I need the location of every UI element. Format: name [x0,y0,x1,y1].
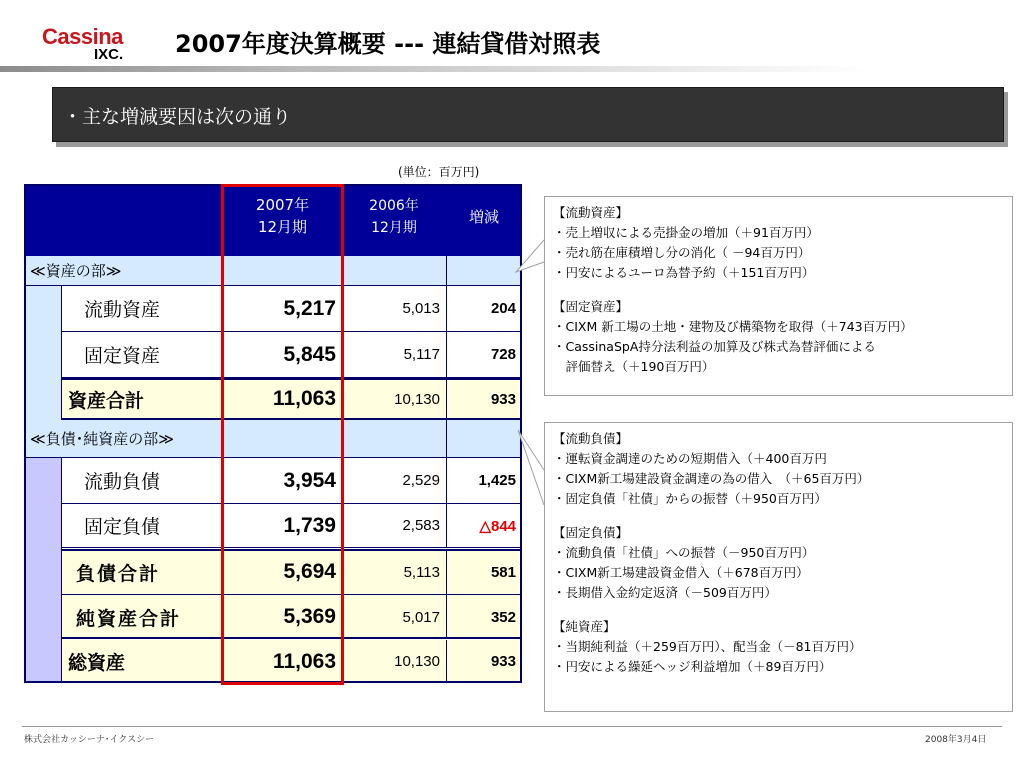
unit-note: (単位：百万円) [398,165,480,179]
note-line: ・円安によるユーロ為替予約（＋151百万円） [553,265,815,280]
row-label-total-assets: 資産合計 [68,389,145,412]
page-title: 2007年度決算概要 --- 連結貸借対照表 [175,30,601,58]
header-2006-period: 12月期 [371,220,417,236]
note-line: 【純資産】 [553,619,616,634]
note-line: ・運転資金調達のための短期借入（＋400百万円 [553,451,827,466]
note-line: ・長期借入金約定返済（－509百万円） [553,585,777,600]
value-2006: 10,130 [342,378,446,420]
note-line: 【固定資産】 [553,299,629,314]
value-2006: 10,130 [342,640,446,683]
row-label-grand-total: 総資産 [68,652,126,674]
divider [446,256,447,286]
company-logo [42,24,138,64]
assets-section-fill [223,256,522,286]
value-2006: 5,117 [342,332,446,378]
note-line: ・CIXM新工場建設資金調達の為の借入 （＋65百万円） [553,471,870,486]
value-2006: 2,529 [342,458,446,504]
value-diff: 352 [446,595,522,639]
value-diff: 1,425 [446,458,522,504]
note-line: ・当期純利益（＋259百万円）、配当金（－81百万円） [553,639,862,654]
note-line: 【流動資産】 [553,205,629,220]
footer-rule [22,726,1002,727]
divider [446,420,447,458]
footer-date: 2008年3月4日 [925,735,987,745]
value-2006: 5,013 [342,286,446,332]
value-diff: 728 [446,332,522,378]
note-line: ・CassinaSpA持分法利益の加算及び株式為替評価による [553,339,876,354]
note-spacer [553,509,1004,523]
liab-section-fill [223,420,522,458]
value-2006: 2,583 [342,504,446,548]
value-2007: 3,954 [223,458,342,504]
row-label-fixed-liabilities: 固定負債 [62,504,223,548]
header-2007-year: 2007年 [255,196,310,214]
note-spacer [553,283,1004,297]
logo-text-main: Cassina [42,24,123,49]
note-line: ・流動負債「社債」への振替（－950百万円） [553,545,815,560]
liab-side-band [24,458,62,683]
assets-side-band [24,286,62,420]
value-2007: 5,369 [283,605,336,628]
value-diff-negative: △844 [446,504,522,548]
note-line: ・固定負債「社債」からの振替（＋950百万円） [553,491,827,506]
value-2007: 1,739 [223,504,342,548]
liab-section-label: ≪負債･純資産の部≫ [24,420,223,458]
header-blank-cell [24,184,223,256]
assets-section-label: ≪資産の部≫ [24,256,223,286]
header-2006 [342,184,446,256]
value-diff: 581 [446,549,522,595]
assets-notes-box [544,196,1013,396]
value-2007: 5,694 [283,560,336,583]
value-2007: 11,063 [272,387,336,410]
note-line: ・円安による繰延ヘッジ利益増加（＋89百万円） [553,659,832,674]
logo-text-sub: IXC. [94,46,124,63]
note-line: ・売上増収による売掛金の増加（＋91百万円） [553,225,819,240]
row-label-total-liabilities: 負債合計 [76,562,161,585]
value-2007: 5,217 [223,286,342,332]
value-2006: 5,113 [342,549,446,595]
row-label-current-assets: 流動資産 [62,286,223,332]
footer-company: 株式会社カッシーナ･イクスシー [24,735,155,745]
header-2007-period: 12月期 [257,218,308,236]
row-label-net-assets: 純資産合計 [76,607,182,630]
section-banner [52,87,1004,142]
note-spacer [553,603,1004,617]
value-diff: 933 [446,378,522,420]
note-line: 【流動負債】 [553,431,629,446]
row-label-fixed-assets: 固定資産 [62,332,223,378]
note-line: ・売れ筋在庫積増し分の消化（ －94百万円） [553,245,811,260]
header-diff: 増減 [446,184,522,256]
header-2007 [223,184,342,256]
value-diff: 204 [446,286,522,332]
value-2006: 5,017 [342,595,446,639]
title-underline [0,66,1024,72]
note-line: ・CIXM 新工場の土地・建物及び構築物を取得（＋743百万円） [553,319,913,334]
header-2006-year: 2006年 [369,198,419,214]
note-line: 評価替え（＋190百万円） [553,359,715,374]
value-diff: 933 [446,640,522,683]
note-line: ・CIXM新工場建設資金借入（＋678百万円） [553,565,809,580]
liabilities-notes-box [544,422,1013,712]
divider [342,256,343,286]
row-label-current-liabilities: 流動負債 [62,458,223,504]
divider [342,420,343,458]
value-2007: 11,063 [272,649,336,673]
value-2007: 5,845 [223,332,342,378]
note-line: 【固定負債】 [553,525,629,540]
banner-text: ・主な増減要因は次の通り [63,106,292,128]
